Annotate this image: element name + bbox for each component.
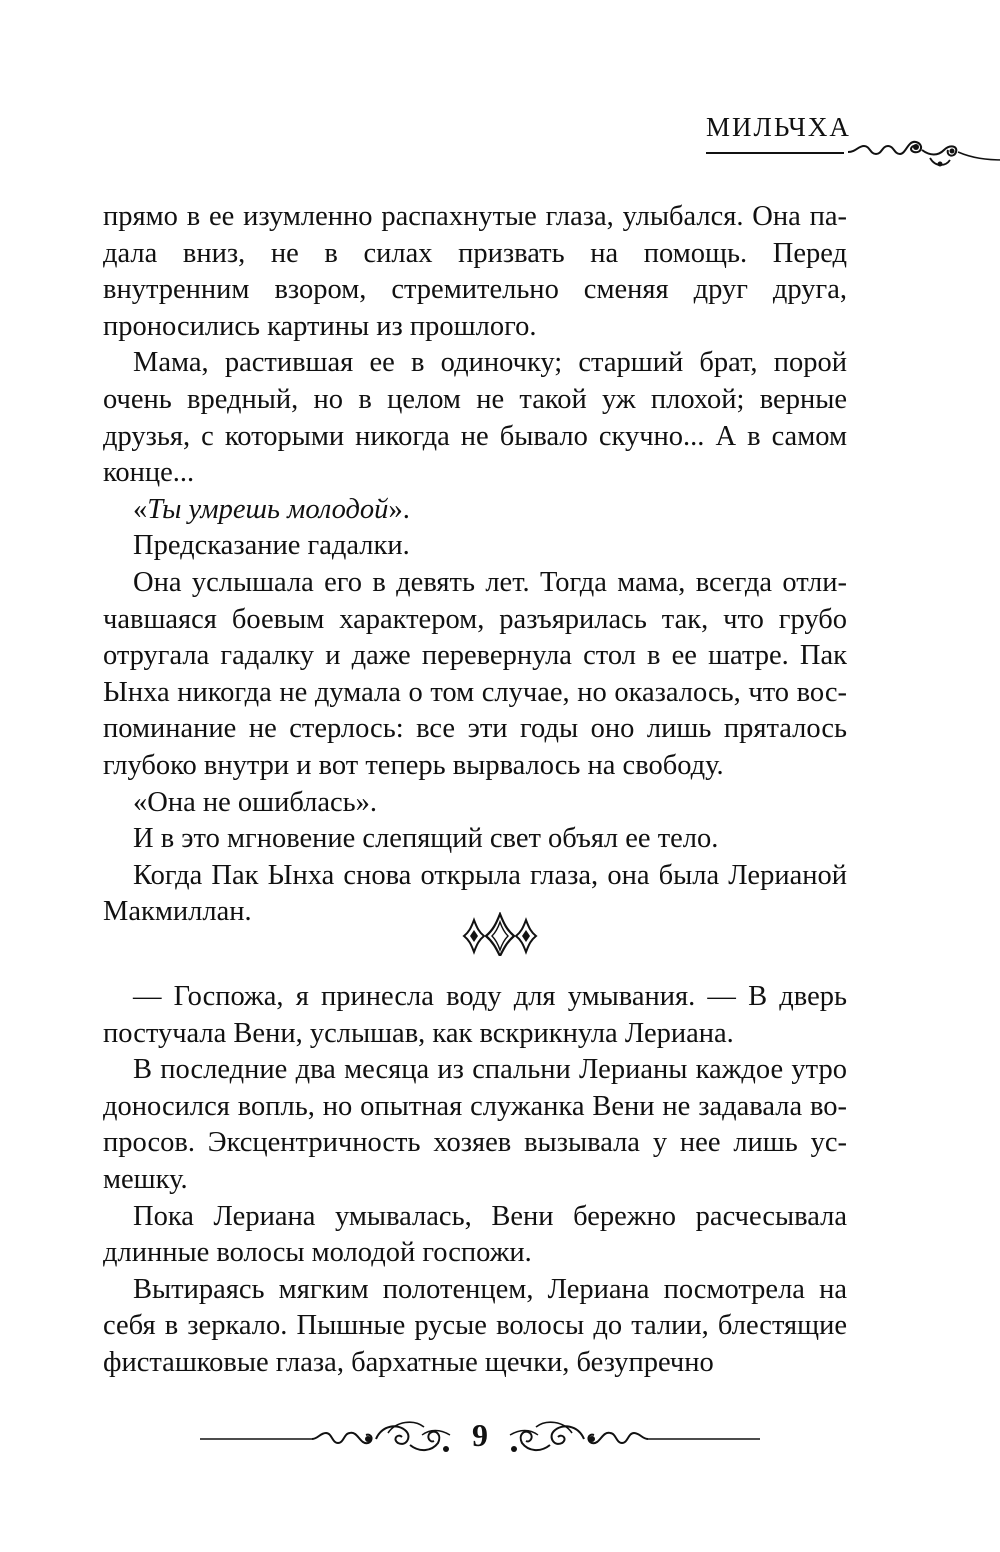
paragraph: Пока Лериана умывалась, Вени бережно расчесывала длинные волосы молодой госпожи. bbox=[103, 1200, 847, 1269]
section-divider bbox=[0, 912, 1000, 962]
quote-open: « bbox=[133, 493, 148, 525]
running-header bbox=[706, 112, 1000, 172]
paragraph: «Она не ошиблась». bbox=[133, 786, 378, 818]
body-text-section-1 bbox=[103, 199, 847, 931]
body-text-section-2 bbox=[103, 979, 847, 1382]
paragraph: И в это мгновение слепящий свет объял ее тело. bbox=[133, 823, 719, 855]
footer-left-ornament bbox=[200, 1415, 460, 1465]
footer-right-ornament bbox=[500, 1415, 760, 1465]
paragraph-dialogue: — Госпожа, я принесла воду для умывания. — В дверь постучала Вени, услышав, как вскрикнула Лериана. bbox=[103, 981, 847, 1049]
running-title: МИЛЬЧХА bbox=[706, 112, 851, 142]
paragraph: прямо в ее изумленно распахнутые глаза, улыбался. Она падала вниз, не в силах призвать на помощь. Перед внутренним взором, стремительно сменяя друг друга, проносились картины из прошлого. bbox=[103, 201, 847, 342]
header-rule bbox=[706, 152, 844, 154]
paragraph: Предсказание гадалки. bbox=[133, 530, 410, 562]
paragraph: Когда Пак Ынха снова открыла глаза, она была Лерианой Макмиллан. bbox=[103, 859, 847, 928]
paragraph-quote bbox=[103, 492, 847, 529]
paragraph: В последние два месяца из спальни Лерианы каждое утро доносился вопль, но опытная служанка Вени не задавала вопросов. Эксцентричность хозяев вызывала у нее лишь усмешку. bbox=[103, 1054, 847, 1195]
italic-prophecy: Ты умрешь молодой bbox=[147, 493, 389, 525]
quote-close: ». bbox=[388, 493, 410, 525]
page-footer bbox=[200, 1415, 760, 1465]
header-flourish-ornament bbox=[846, 134, 1000, 174]
page-number: 9 bbox=[472, 1417, 488, 1453]
paragraph: Вытираясь мягким полотенцем, Лериана посмотрела на себя в зеркало. Пышные русые волосы до талии, блестящие фисташковые глаза, бархатные щечки, безупречно bbox=[103, 1273, 847, 1378]
paragraph: Мама, растившая ее в одиночку; старший брат, порой очень вредный, но в целом не такой уж плохой; верные друзья, с которыми никогда не бывало скучно... А в самом конце... bbox=[103, 347, 847, 489]
paragraph: Она услышала его в девять лет. Тогда мама, всегда отличавшаяся боевым характером, разъярилась так, что грубо отругала гадалку и даже перевернула стол в ее шатре. Пак Ынха никогда не думала о том случае, но оказалось, что воспоминание не стерлось: все эти годы оно лишь пряталось глубоко внутри и вот теперь вырвалось на свободу. bbox=[103, 566, 847, 781]
diamond-ornament-icon bbox=[460, 912, 540, 956]
